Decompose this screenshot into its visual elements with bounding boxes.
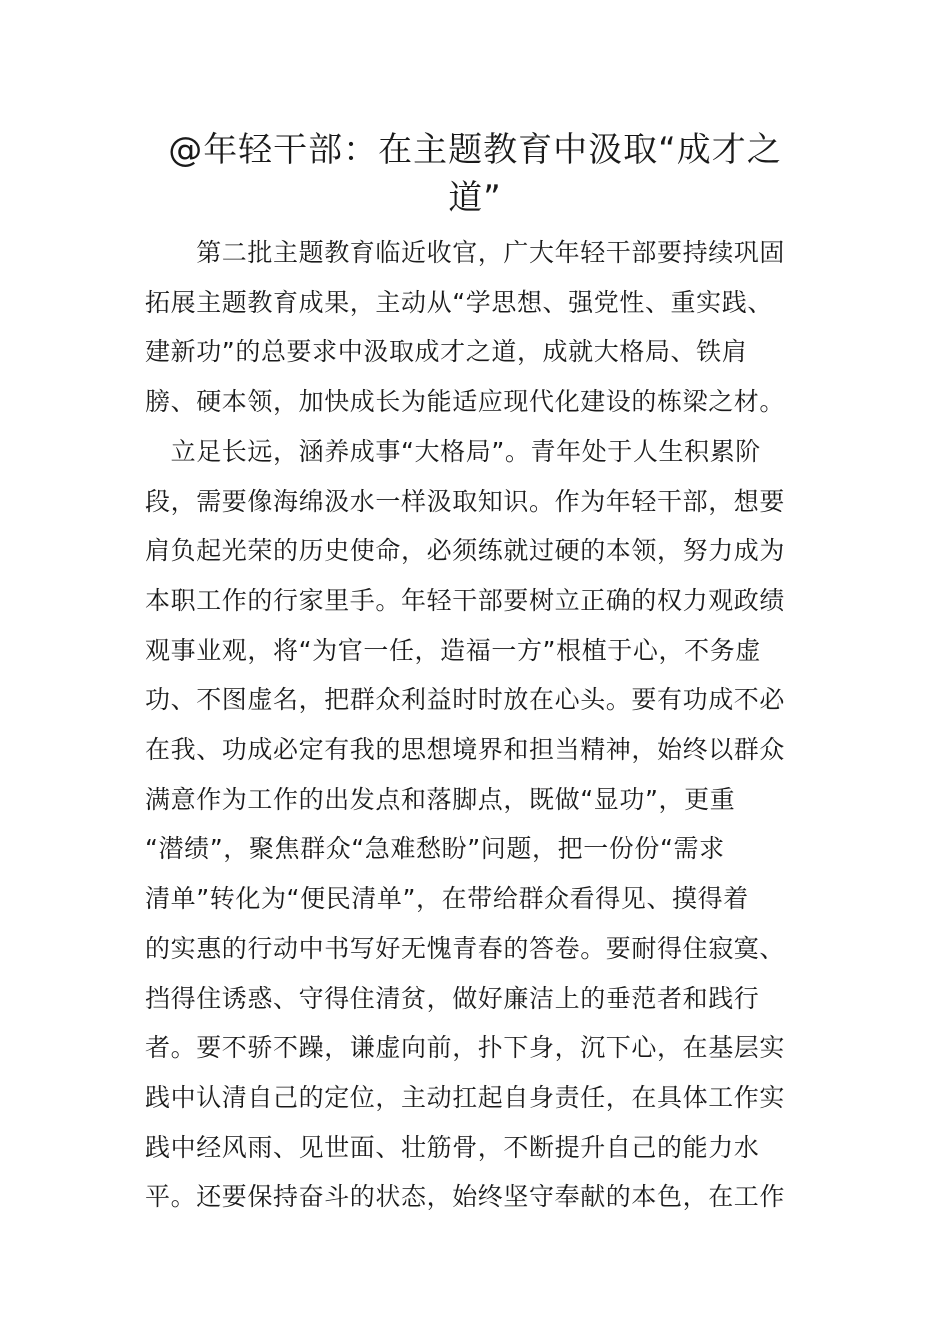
text-line: 膀、硬本领，加快成长为能适应现代化建设的栋梁之材。 xyxy=(145,387,786,417)
text-line: 本职工作的行家里手。年轻干部要树立正确的权力观政绩 xyxy=(145,585,786,615)
document-body xyxy=(145,228,815,1222)
text-line: “潜绩”，聚焦群众“急难愁盼”问题，把一份份“需求 xyxy=(145,834,725,864)
text-line: 功、不图虚名，把群众利益时时放在心头。要有功成不必 xyxy=(145,685,786,715)
text-line: 第二批主题教育临近收官，广大年轻干部要持续巩固 xyxy=(145,238,786,267)
text-line: 践中认清自己的定位，主动扛起自身责任，在具体工作实 xyxy=(145,1082,786,1112)
text-line: 践中经风雨、见世面、壮筋骨，不断提升自己的能力水 xyxy=(145,1132,760,1162)
text-line: 的实惠的行动中书写好无愧青春的答卷。要耐得住寂寞、 xyxy=(145,933,786,963)
text-line: 建新功”的总要求中汲取成才之道，成就大格局、铁肩 xyxy=(145,337,748,367)
title-line: 道” xyxy=(448,178,502,218)
text-line: 立足长远，涵养成事“大格局”。青年处于人生积累阶 xyxy=(145,436,761,466)
text-line: 者。要不骄不躁，谦虚向前，扑下身，沉下心，在基层实 xyxy=(145,1033,786,1063)
text-line: 肩负起光荣的历史使命，必须练就过硬的本领，努力成为 xyxy=(145,536,786,566)
text-line: 在我、功成必定有我的思想境界和担当精神，始终以群众 xyxy=(145,735,786,765)
text-line: 挡得住诱惑、守得住清贫，做好廉洁上的垂范者和践行 xyxy=(145,983,760,1013)
text-line: 拓展主题教育成果，主动从“学思想、强党性、重实践、 xyxy=(145,287,773,317)
text-line: 平。还要保持奋斗的状态，始终坚守奉献的本色，在工作 xyxy=(145,1182,786,1212)
text-line: 观事业观，将“为官一任，造福一方”根植于心，不务虚 xyxy=(145,635,761,665)
text-line: 满意作为工作的出发点和落脚点，既做“显功”，更重 xyxy=(145,784,736,814)
text-line: 段，需要像海绵汲水一样汲取知识。作为年轻干部，想要 xyxy=(145,486,786,516)
document-title xyxy=(145,126,805,222)
paragraph-big-picture xyxy=(145,427,815,1222)
text-line: 清单”转化为“便民清单”，在带给群众看得见、摸得着 xyxy=(145,884,749,914)
title-line: @年轻干部：在主题教育中汲取“成才之 xyxy=(168,130,782,170)
paragraph-intro xyxy=(145,228,815,427)
